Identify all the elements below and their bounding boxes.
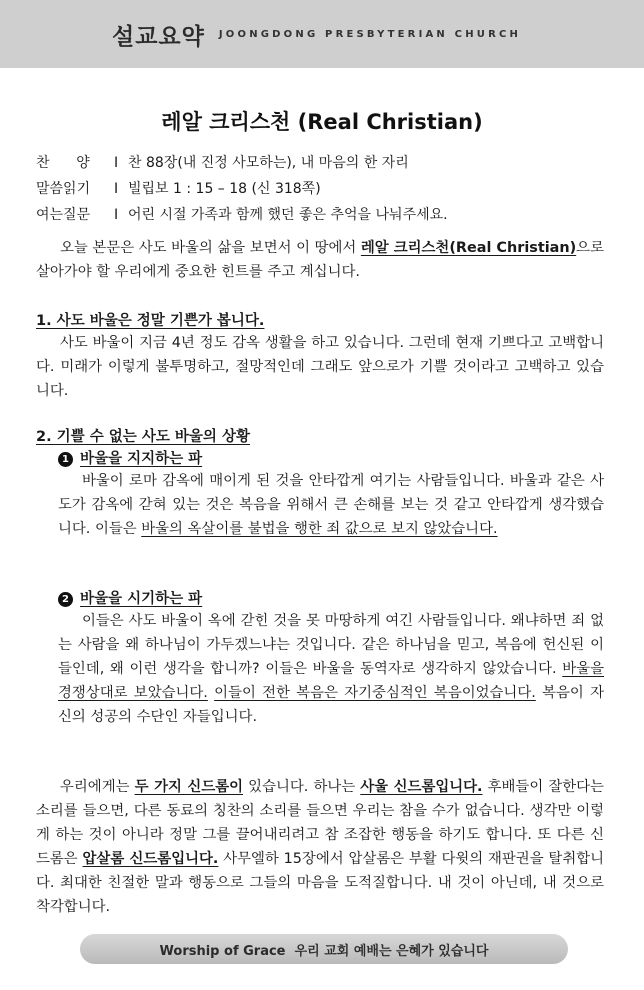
subsection-1-title: 바울을 지지하는 파 [80, 451, 203, 467]
closing-emphasis: 사울 신드롬입니다. [360, 779, 483, 795]
meta-row-reading [36, 176, 616, 202]
subsection-2-paragraph [58, 609, 604, 729]
sermon-title: 레알 크리스천 (Real Christian) [161, 110, 483, 134]
meta-separator: I [114, 207, 119, 223]
closing-paragraph [36, 775, 604, 919]
sermon-meta [36, 150, 616, 228]
meta-value: 찬 88장(내 진정 사모하는), 내 마음의 한 자리 [128, 155, 409, 171]
closing-text: 후배들이 잘한다는 소리를 들으면, 다른 동료의 칭찬의 소리를 들으면 우리는 참을 수가 없습니다. 생각만 이렇게 하는 것이 아니라 정말 그를 끌어내리려고 참 조잡한 행동을 하기도 합니다. 또 다른 신드롬은 [36, 779, 604, 867]
closing-emphasis: 두 가지 신드롬이 [134, 779, 244, 795]
meta-value: 빌립보 1 : 15 – 18 (신 318쪽) [128, 181, 321, 197]
subsection-text: 바울이 로마 감옥에 매이게 된 것을 안타깝게 여기는 사람들입니다. 바울과 같은 사도가 감옥에 갇혀 있는 것은 복음을 위해서 큰 손해를 보는 것 같고 안타깝게 생각했습니다. 이들은 [58, 473, 604, 537]
subsection-text: 이들은 사도 바울이 옥에 갇힌 것을 못 마땅하게 여긴 사람들입니다. 왜냐하면 죄 없는 사람을 왜 하나님이 가두겠느냐는 것입니다. 같은 하나님을 믿고, 복음에 헌신된 이들인데, 왜 이런 생각을 합니까? 이들은 바울을 동역자로 생각하지 않았습니다. [58, 613, 604, 677]
meta-row-question [36, 202, 616, 228]
meta-value: 어린 시절 가족과 함께 했던 좋은 추억을 나눠주세요. [128, 207, 448, 223]
meta-label: 말씀읽기 [36, 181, 91, 197]
section-1-paragraph: 사도 바울이 지금 4년 정도 감옥 생활을 하고 있습니다. 그런데 현재 기쁘다고 고백합니다. 미래가 이렇게 불투명하고, 절망적인데 그래도 앞으로가 기쁠 것이라고 고백하고 있습니다. [36, 335, 604, 399]
subsection-underline: 바울의 옥살이를 불법을 행한 죄 값으로 보지 않았습니다. [141, 521, 498, 537]
meta-separator: I [114, 181, 119, 197]
subsection-underline: 이들이 전한 복음은 자기중심적인 복음이었습니다. [214, 685, 536, 701]
intro-text: 으로 살아가야 할 우리에게 중요한 힌트를 주고 계십니다. [36, 240, 604, 280]
subsection-2-title: 바울을 시기하는 파 [80, 591, 203, 607]
closing-text: 사무엘하 15장에서 압살롬은 부활 다윗의 재판권을 탈취합니다. 최대한 친절한 말과 행동으로 그들의 마음을 도적질합니다. 내 것이 아닌데, 내 것으로 착각합니다. [36, 851, 605, 915]
church-name: JOONGDONG PRESBYTERIAN CHURCH [218, 28, 522, 40]
footer-bar [80, 934, 568, 964]
section-2-title: 2. 기쁠 수 없는 사도 바울의 상황 [36, 429, 250, 445]
footer-text: Worship of Grace 우리 교회 예배는 은혜가 있습니다 [159, 943, 489, 959]
section-1-title: 1. 사도 바울은 정말 기쁜가 봅니다. [36, 313, 265, 329]
meta-row-hymn [36, 150, 616, 176]
subsection-1-heading [58, 447, 202, 471]
closing-text: 우리에게는 [60, 779, 135, 795]
meta-label: 찬 양 [36, 155, 90, 171]
subsection-1-paragraph [58, 469, 604, 541]
intro-paragraph [36, 236, 604, 284]
subsection-2-heading [58, 587, 202, 611]
subsection-underline: 바울을 경쟁상대로 보았습니다. [58, 661, 604, 701]
closing-emphasis: 압살롬 신드롬입니다. [82, 851, 219, 867]
meta-label: 여는질문 [36, 207, 91, 223]
number-badge: 1 [58, 452, 73, 467]
header-title: 설교요약 [112, 23, 205, 50]
header-band [0, 0, 644, 68]
subsection-text: 복음이 자신의 성공의 수단인 자들입니다. [58, 685, 604, 725]
number-badge: 2 [58, 592, 73, 607]
meta-separator: I [114, 155, 119, 171]
closing-text: 있습니다. 하나는 [243, 779, 361, 795]
intro-highlight: 레알 크리스천(Real Christian) [360, 240, 577, 256]
intro-text: 오늘 본문은 사도 바울의 삶을 보면서 이 땅에서 [60, 240, 361, 256]
